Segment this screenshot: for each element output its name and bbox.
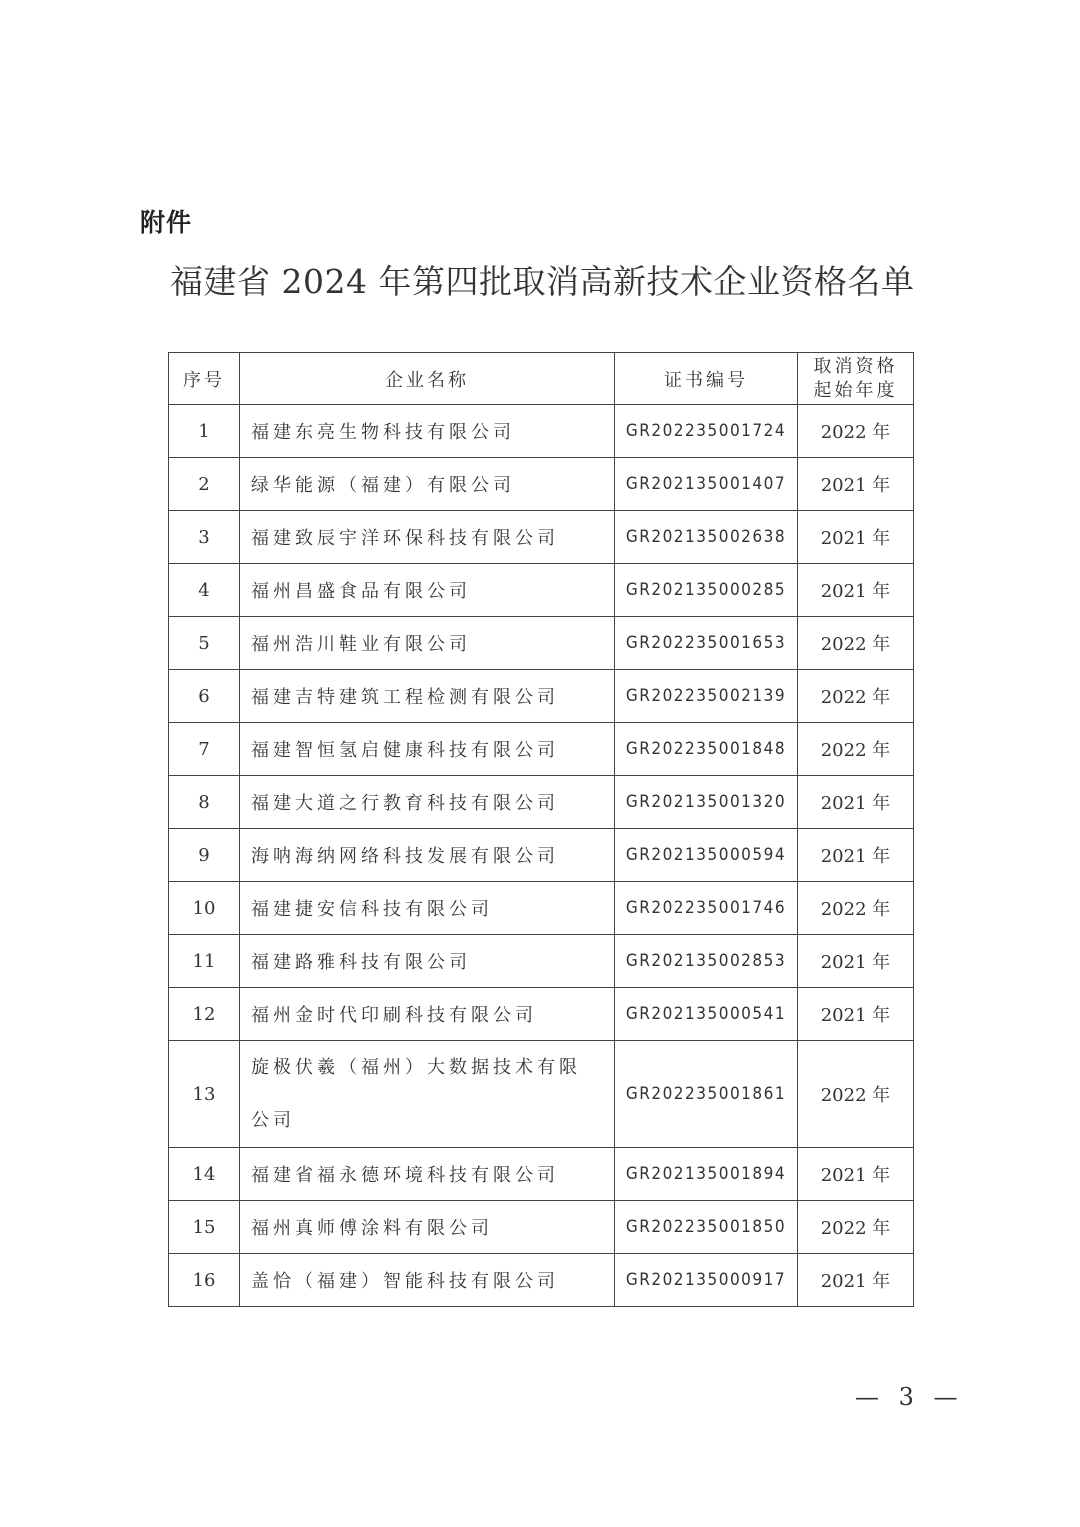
table-row [169,829,914,882]
cell-certificate: GR202135001320 [615,776,798,829]
cell-company: 福州昌盛食品有限公司 [240,564,615,617]
table-row [169,405,914,458]
cell-company: 福建东亮生物科技有限公司 [240,405,615,458]
header-company: 企业名称 [240,353,615,405]
cell-index: 14 [169,1148,240,1201]
cell-certificate: GR202135000541 [615,988,798,1041]
cell-company: 盖恰（福建）智能科技有限公司 [240,1254,615,1307]
cell-certificate: GR202135002853 [615,935,798,988]
cell-company: 福建智恒氢启健康科技有限公司 [240,723,615,776]
cell-year: 2021 年 [798,935,914,988]
cell-company: 福州金时代印刷科技有限公司 [240,988,615,1041]
cell-year: 2022 年 [798,617,914,670]
cell-company: 福建吉特建筑工程检测有限公司 [240,670,615,723]
cell-index: 16 [169,1254,240,1307]
cell-certificate: GR202235001724 [615,405,798,458]
cell-company: 福州浩川鞋业有限公司 [240,617,615,670]
cell-company: 福建大道之行教育科技有限公司 [240,776,615,829]
cell-index: 8 [169,776,240,829]
cell-certificate: GR202135000917 [615,1254,798,1307]
table-row [169,1148,914,1201]
table-row [169,1254,914,1307]
table-header-row [169,353,914,405]
table-row [169,723,914,776]
cell-company: 福州真师傅涂料有限公司 [240,1201,615,1254]
cell-company: 福建致辰宇洋环保科技有限公司 [240,511,615,564]
cell-certificate: GR202235001861 [615,1041,798,1148]
cell-year: 2021 年 [798,511,914,564]
cell-index: 15 [169,1201,240,1254]
cell-year: 2021 年 [798,458,914,511]
table-row [169,935,914,988]
cell-year: 2021 年 [798,829,914,882]
cell-index: 9 [169,829,240,882]
revocation-table [168,352,914,1307]
cell-certificate: GR202235001848 [615,723,798,776]
cell-year: 2022 年 [798,723,914,776]
table-row [169,776,914,829]
cell-certificate: GR202135000285 [615,564,798,617]
cell-year: 2022 年 [798,882,914,935]
cell-year: 2021 年 [798,1148,914,1201]
cell-index: 11 [169,935,240,988]
table-row [169,617,914,670]
cell-index: 13 [169,1041,240,1148]
cell-company: 福建路雅科技有限公司 [240,935,615,988]
cell-index: 10 [169,882,240,935]
cell-certificate: GR202135001894 [615,1148,798,1201]
table-row [169,988,914,1041]
cell-certificate: GR202135002638 [615,511,798,564]
header-index: 序号 [169,353,240,405]
cell-year: 2021 年 [798,988,914,1041]
header-certificate: 证书编号 [615,353,798,405]
cell-company: 海呐海纳网络科技发展有限公司 [240,829,615,882]
cell-year: 2022 年 [798,670,914,723]
table-row [169,511,914,564]
cell-index: 12 [169,988,240,1041]
cell-index: 6 [169,670,240,723]
cell-certificate: GR202235002139 [615,670,798,723]
cell-certificate: GR202235001746 [615,882,798,935]
table-row [169,1201,914,1254]
cell-company [240,1041,615,1148]
company-name-text: 旋极伏羲（福州）大数据技术有限公司 [251,1057,581,1131]
cell-certificate: GR202135001407 [615,458,798,511]
table-row [169,882,914,935]
cell-certificate: GR202135000594 [615,829,798,882]
cell-company: 福建省福永德环境科技有限公司 [240,1148,615,1201]
page-number: — 3 — [855,1383,964,1411]
header-year-line2: 起始年度 [813,379,898,401]
cell-index: 1 [169,405,240,458]
table-row [169,1041,914,1148]
attachment-label: 附件 [140,208,193,237]
table-row [169,670,914,723]
cell-year: 2022 年 [798,405,914,458]
cell-company: 福建捷安信科技有限公司 [240,882,615,935]
cell-company: 绿华能源（福建）有限公司 [240,458,615,511]
cell-index: 4 [169,564,240,617]
cell-index: 2 [169,458,240,511]
header-year-line1: 取消资格 [813,355,898,377]
document-title: 福建省 2024 年第四批取消高新技术企业资格名单 [170,262,915,301]
table-row [169,564,914,617]
cell-year: 2022 年 [798,1201,914,1254]
table-row [169,458,914,511]
cell-year: 2022 年 [798,1041,914,1148]
cell-year: 2021 年 [798,1254,914,1307]
cell-index: 7 [169,723,240,776]
cell-year: 2021 年 [798,564,914,617]
cell-index: 5 [169,617,240,670]
header-year [798,353,914,405]
cell-certificate: GR202235001850 [615,1201,798,1254]
cell-index: 3 [169,511,240,564]
cell-certificate: GR202235001653 [615,617,798,670]
cell-year: 2021 年 [798,776,914,829]
